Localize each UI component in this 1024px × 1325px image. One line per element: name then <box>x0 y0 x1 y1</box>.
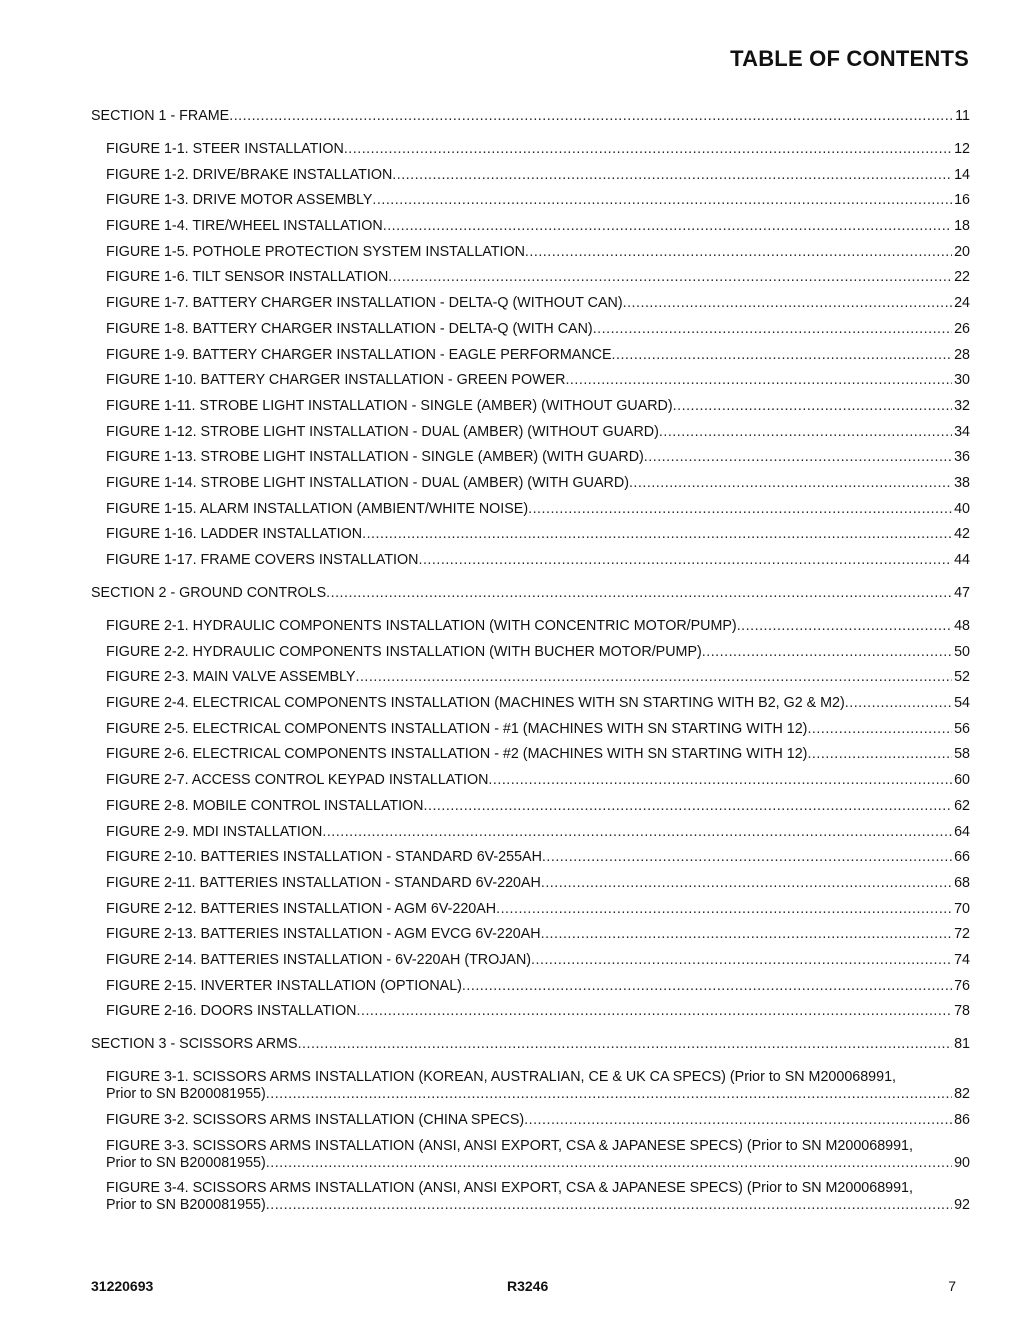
toc-figure-entry-page: 58 <box>954 746 970 763</box>
page-number: 7 <box>948 1278 956 1294</box>
dot-leader <box>462 978 952 995</box>
toc-figure-entry-label: FIGURE 1-6. TILT SENSOR INSTALLATION <box>106 269 389 286</box>
toc-figure-entry-page: 30 <box>954 372 970 389</box>
dot-leader <box>528 501 952 518</box>
toc-figure-entry-label: FIGURE 3-4. SCISSORS ARMS INSTALLATION (ANSI, ANSI EXPORT, CSA & JAPANESE SPECS) (Prior to SN M200068991, <box>106 1180 913 1197</box>
dot-leader <box>355 669 952 686</box>
toc-figure-entry-page: 70 <box>954 900 970 917</box>
dot-leader <box>298 1036 953 1053</box>
revision-code: R3246 <box>507 1278 549 1294</box>
toc-figure-entry-label: FIGURE 1-14. STROBE LIGHT INSTALLATION - DUAL (AMBER) (WITH GUARD) <box>106 474 629 491</box>
toc-figure-entry-label: FIGURE 1-17. FRAME COVERS INSTALLATION <box>106 552 419 568</box>
dot-leader <box>524 1112 952 1129</box>
toc-figure-entry[interactable] <box>91 167 970 184</box>
dot-leader <box>702 644 952 661</box>
dot-leader <box>659 424 952 441</box>
toc-figure-entry-page: 64 <box>954 823 970 840</box>
dot-leader <box>372 192 952 209</box>
dot-leader <box>623 295 953 312</box>
toc-figure-entry[interactable] <box>91 746 970 763</box>
dot-leader <box>388 269 952 286</box>
toc-figure-entry[interactable] <box>91 644 970 661</box>
toc-figure-entry[interactable] <box>91 295 970 312</box>
toc-figure-entry-label: FIGURE 1-9. BATTERY CHARGER INSTALLATION - EAGLE PERFORMANCE <box>106 346 612 363</box>
toc-section-entry-label: SECTION 2 - GROUND CONTROLS <box>91 585 327 601</box>
toc-figure-entry-label: FIGURE 3-3. SCISSORS ARMS INSTALLATION (ANSI, ANSI EXPORT, CSA & JAPANESE SPECS) (Prior to SN M200068991, <box>106 1137 913 1154</box>
toc-figure-entry-page: 34 <box>954 423 970 440</box>
dot-leader <box>737 618 952 635</box>
toc-figure-entry-label: FIGURE 1-12. STROBE LIGHT INSTALLATION - DUAL (AMBER) (WITHOUT GUARD) <box>106 423 659 440</box>
toc-figure-entry-page: 42 <box>954 526 970 543</box>
toc-figure-entry-label: FIGURE 2-13. BATTERIES INSTALLATION - AGM EVCG 6V-220AH <box>106 926 541 943</box>
toc-figure-entry-page: 22 <box>954 269 970 286</box>
toc-figure-entry-label: FIGURE 2-4. ELECTRICAL COMPONENTS INSTALLATION (MACHINES WITH SN STARTING WITH B2, G2 & M2) <box>106 695 845 712</box>
toc-figure-entry[interactable] <box>91 526 970 543</box>
toc-figure-entry-page: 24 <box>954 295 970 312</box>
toc-figure-entry[interactable] <box>91 952 970 969</box>
toc-figure-entry[interactable] <box>91 552 970 569</box>
toc-figure-entry-continued <box>106 1086 970 1103</box>
dot-leader <box>496 901 952 918</box>
toc-figure-entry[interactable] <box>91 475 970 492</box>
toc-figure-entry-continued-page: 92 <box>954 1197 970 1214</box>
toc-figure-entry[interactable] <box>91 1180 970 1214</box>
toc-figure-entry-label: FIGURE 1-15. ALARM INSTALLATION (AMBIENT/WHITE NOISE) <box>106 500 529 517</box>
toc-figure-entry[interactable] <box>91 978 970 995</box>
toc-figure-entry-page: 66 <box>954 849 970 866</box>
dot-leader <box>673 398 952 415</box>
toc-figure-entry-page: 74 <box>954 951 970 968</box>
toc-figure-entry[interactable] <box>91 1138 970 1172</box>
toc-figure-entry[interactable] <box>91 824 970 841</box>
toc-figure-entry-label: FIGURE 2-5. ELECTRICAL COMPONENTS INSTALLATION - #1 (MACHINES WITH SN STARTING WITH 12) <box>106 720 808 737</box>
toc-figure-entry[interactable] <box>91 218 970 235</box>
toc-figure-entry-label: FIGURE 1-4. TIRE/WHEEL INSTALLATION <box>106 218 383 235</box>
toc-figure-entry-page: 48 <box>954 618 970 634</box>
toc-figure-entry-label: FIGURE 2-14. BATTERIES INSTALLATION - 6V-220AH (TROJAN) <box>106 951 532 968</box>
toc-figure-entry[interactable] <box>91 141 970 158</box>
toc-figure-entry-page: 32 <box>954 397 970 414</box>
toc-figure-entry[interactable] <box>91 926 970 943</box>
toc-section-entry-label: SECTION 3 - SCISSORS ARMS <box>91 1036 298 1053</box>
toc-figure-entry-page: 12 <box>954 141 970 157</box>
dot-leader <box>488 772 952 789</box>
dot-leader <box>541 926 953 943</box>
dot-leader <box>644 449 952 466</box>
dot-leader <box>229 108 953 125</box>
toc-figure-entry-continued-page: 90 <box>954 1154 970 1171</box>
toc-section-entry[interactable] <box>91 585 970 602</box>
toc-figure-entry-continued-label: Prior to SN B200081955) <box>106 1197 266 1214</box>
toc-figure-entry[interactable] <box>91 398 970 415</box>
toc-figure-entry-label: FIGURE 1-16. LADDER INSTALLATION <box>106 526 363 543</box>
toc-figure-entry[interactable] <box>91 424 970 441</box>
toc-figure-entry-page: 60 <box>954 772 970 789</box>
dot-leader <box>845 695 952 712</box>
toc-figure-entry-continued-label: Prior to SN B200081955) <box>106 1154 266 1171</box>
toc-figure-entry[interactable] <box>91 772 970 789</box>
toc-section-entry-page: 81 <box>954 1036 970 1053</box>
toc-figure-entry-label: FIGURE 1-2. DRIVE/BRAKE INSTALLATION <box>106 166 393 183</box>
toc-figure-entry-page: 44 <box>954 552 970 568</box>
toc-figure-entry[interactable] <box>91 1112 970 1129</box>
toc-figure-entry[interactable] <box>91 1003 970 1020</box>
dot-leader <box>326 585 952 602</box>
toc-figure-entry[interactable] <box>91 192 970 209</box>
toc-figure-entry-page: 52 <box>954 669 970 686</box>
toc-figure-entry-page: 50 <box>954 643 970 660</box>
toc-figure-entry-label: FIGURE 2-12. BATTERIES INSTALLATION - AGM 6V-220AH <box>106 900 497 917</box>
dot-leader <box>565 372 952 389</box>
dot-leader <box>629 475 952 492</box>
toc-figure-entry-page: 78 <box>954 1003 970 1020</box>
toc-figure-entry[interactable] <box>91 449 970 466</box>
dot-leader <box>344 141 952 158</box>
dot-leader <box>807 746 952 763</box>
toc-figure-entry-page: 28 <box>954 346 970 363</box>
dot-leader <box>357 1003 953 1020</box>
toc-figure-entry-label: FIGURE 2-11. BATTERIES INSTALLATION - STANDARD 6V-220AH <box>106 874 541 891</box>
toc-figure-entry[interactable] <box>91 721 970 738</box>
toc-figure-entry-page: 68 <box>954 874 970 891</box>
toc-figure-entry[interactable] <box>91 347 970 364</box>
dot-leader <box>383 218 952 235</box>
toc-figure-entry-label: FIGURE 2-9. MDI INSTALLATION <box>106 823 323 840</box>
toc-figure-entry-page: 36 <box>954 449 970 466</box>
toc-figure-entry[interactable] <box>91 1069 970 1103</box>
toc-figure-entry-label: FIGURE 1-3. DRIVE MOTOR ASSEMBLY <box>106 192 373 209</box>
toc-figure-entry[interactable] <box>91 501 970 518</box>
toc-figure-entry-label: FIGURE 2-15. INVERTER INSTALLATION (OPTIONAL) <box>106 977 462 994</box>
toc-figure-entry-label: FIGURE 1-13. STROBE LIGHT INSTALLATION - SINGLE (AMBER) (WITH GUARD) <box>106 449 644 466</box>
toc-figure-entry-page: 18 <box>954 218 970 235</box>
dot-leader <box>392 167 952 184</box>
toc-figure-entry[interactable] <box>91 669 970 686</box>
page-title: TABLE OF CONTENTS <box>730 46 969 71</box>
dot-leader <box>525 244 952 261</box>
toc-figure-entry[interactable] <box>91 618 970 635</box>
toc-figure-entry-label: FIGURE 2-16. DOORS INSTALLATION <box>106 1003 357 1020</box>
toc-figure-entry-continued-page: 82 <box>954 1086 970 1103</box>
toc-figure-entry[interactable] <box>91 244 970 261</box>
toc-figure-entry-page: 62 <box>954 797 970 814</box>
toc-figure-entry-page: 40 <box>954 500 970 517</box>
toc-figure-entry[interactable] <box>91 901 970 918</box>
toc-figure-entry-label: FIGURE 2-8. MOBILE CONTROL INSTALLATION <box>106 797 424 814</box>
toc-figure-entry-page: 26 <box>954 320 970 337</box>
toc-figure-entry-continued <box>106 1197 970 1214</box>
toc-figure-entry-label: FIGURE 1-7. BATTERY CHARGER INSTALLATION - DELTA-Q (WITHOUT CAN) <box>106 295 623 312</box>
dot-leader <box>542 849 952 866</box>
dot-leader <box>362 526 952 543</box>
toc-section-entry[interactable] <box>91 108 970 125</box>
toc-figure-entry-page: 72 <box>954 926 970 943</box>
toc-figure-entry-page: 38 <box>954 474 970 491</box>
toc-figure-entry-label: FIGURE 2-6. ELECTRICAL COMPONENTS INSTALLATION - #2 (MACHINES WITH SN STARTING WITH 12) <box>106 746 808 763</box>
table-of-contents <box>91 108 970 1214</box>
toc-figure-entry-label: FIGURE 1-1. STEER INSTALLATION <box>106 141 344 157</box>
dot-leader <box>266 1155 952 1172</box>
document-number: 31220693 <box>91 1278 154 1294</box>
dot-leader <box>322 824 952 841</box>
toc-figure-entry-page: 56 <box>954 720 970 737</box>
dot-leader <box>807 721 952 738</box>
toc-figure-entry-label: FIGURE 1-10. BATTERY CHARGER INSTALLATION - GREEN POWER <box>106 372 566 389</box>
toc-figure-entry[interactable] <box>91 798 970 815</box>
dot-leader <box>266 1086 952 1103</box>
toc-figure-entry[interactable] <box>91 372 970 389</box>
toc-figure-entry-page: 76 <box>954 977 970 994</box>
toc-figure-entry-label: FIGURE 3-1. SCISSORS ARMS INSTALLATION (KOREAN, AUSTRALIAN, CE & UK CA SPECS) (Prior to SN M200068991, <box>106 1069 896 1086</box>
toc-figure-entry-page: 20 <box>954 243 970 260</box>
dot-leader <box>593 321 952 338</box>
toc-figure-entry-page: 54 <box>954 695 970 712</box>
toc-figure-entry-label: FIGURE 2-1. HYDRAULIC COMPONENTS INSTALLATION (WITH CONCENTRIC MOTOR/PUMP) <box>106 618 737 634</box>
toc-figure-entry-label: FIGURE 3-2. SCISSORS ARMS INSTALLATION (CHINA SPECS) <box>106 1112 525 1128</box>
toc-figure-entry-continued <box>106 1155 970 1172</box>
toc-figure-entry-label: FIGURE 1-5. POTHOLE PROTECTION SYSTEM INSTALLATION <box>106 243 525 260</box>
toc-figure-entry[interactable] <box>91 695 970 712</box>
toc-figure-entry[interactable] <box>91 269 970 286</box>
toc-section-entry-label: SECTION 1 - FRAME <box>91 108 230 124</box>
toc-figure-entry-label: FIGURE 1-8. BATTERY CHARGER INSTALLATION - DELTA-Q (WITH CAN) <box>106 320 593 337</box>
dot-leader <box>266 1197 952 1214</box>
toc-figure-entry[interactable] <box>91 321 970 338</box>
toc-figure-entry-page: 16 <box>954 192 970 209</box>
toc-figure-entry-page: 14 <box>954 166 970 183</box>
toc-figure-entry[interactable] <box>91 849 970 866</box>
dot-leader <box>541 875 952 892</box>
toc-figure-entry-label: FIGURE 1-11. STROBE LIGHT INSTALLATION - SINGLE (AMBER) (WITHOUT GUARD) <box>106 397 673 414</box>
toc-figure-entry-continued-label: Prior to SN B200081955) <box>106 1086 266 1103</box>
dot-leader <box>612 347 953 364</box>
toc-section-entry-page: 11 <box>955 108 970 124</box>
toc-section-entry[interactable] <box>91 1036 970 1053</box>
dot-leader <box>531 952 952 969</box>
toc-figure-entry[interactable] <box>91 875 970 892</box>
toc-figure-entry-label: FIGURE 2-3. MAIN VALVE ASSEMBLY <box>106 669 356 686</box>
dot-leader <box>424 798 953 815</box>
dot-leader <box>418 552 952 569</box>
toc-figure-entry-label: FIGURE 2-2. HYDRAULIC COMPONENTS INSTALLATION (WITH BUCHER MOTOR/PUMP) <box>106 643 702 660</box>
toc-figure-entry-label: FIGURE 2-7. ACCESS CONTROL KEYPAD INSTALLATION <box>106 772 489 789</box>
toc-figure-entry-page: 86 <box>954 1112 970 1128</box>
toc-figure-entry-label: FIGURE 2-10. BATTERIES INSTALLATION - STANDARD 6V-255AH <box>106 849 542 866</box>
toc-section-entry-page: 47 <box>954 585 970 601</box>
